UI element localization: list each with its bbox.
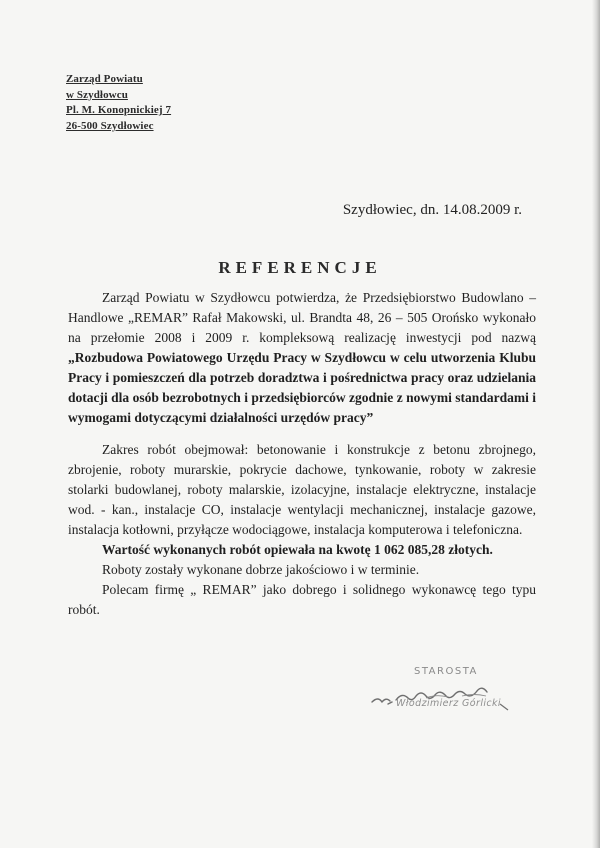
paragraph-contract-value: Wartość wykonanych robót opiewała na kwotę 1 062 085,28 złotych. xyxy=(102,542,493,557)
place-and-date: Szydłowiec, dn. 14.08.2009 r. xyxy=(342,202,522,218)
paragraph-scope-of-work: Zakres robót obejmował: betonowanie i konstrukcje z betonu zbrojnego, zbrojenie, roboty murarskie, pokrycie dachowe, tynkowanie, roboty w zakresie stolarki budowlanej, roboty malarskie, izolacyjne, instalacje elektryczne, instalacje wod. - kan., instalacje CO, instalacje wentylacji mechanicznej, instalacje gazowe, instalacja kotłowni, przyłącze wodociągowe, instalacja komputerowa i telefoniczna. xyxy=(68,442,536,537)
starosta-stamp-signature xyxy=(366,666,536,726)
paragraph-recommendation: Polecam firmę „ REMAR” jako dobrego i solidnego wykonawcę tego typu robót. xyxy=(68,582,536,617)
address-line-1: Zarząd Powiatu xyxy=(66,73,143,85)
recipient-address xyxy=(66,72,171,134)
page-edge-shadow xyxy=(592,0,600,848)
address-line-3: Pl. M. Konopnickiej 7 xyxy=(66,104,172,116)
stamp-name: Włodzimierz Górlicki xyxy=(396,698,501,709)
investment-name: „Rozbudowa Powiatowego Urzędu Pracy w Szydłowcu w celu utworzenia Klubu Pracy i pomieszczeń dla potrzeb doradztwa i pośrednictwa pracy oraz udzielania dotacji dla osób bezrobotnych i przedsiębiorców zgodnie z nowymi standardami i wymogami dotyczącymi działalności urzędów pracy” xyxy=(68,350,536,425)
document-title: REFERENCJE xyxy=(218,258,382,277)
paragraph-confirmation xyxy=(68,288,536,428)
paragraph-confirmation-text: Zarząd Powiatu w Szydłowcu potwierdza, że Przedsiębiorstwo Budowlano – Handlowe „REMAR” Rafał Makowski, ul. Brandta 48, 26 – 505 Orońsko wykonało na przełomie 2008 i 2009 r. kompleksową realizację inwestycji pod nazwą xyxy=(68,290,536,345)
letter-body xyxy=(68,288,536,620)
paragraph-quality: Roboty zostały wykonane dobrze jakościowo i w terminie. xyxy=(102,562,420,577)
address-line-2: w Szydłowcu xyxy=(66,88,128,101)
stamp-title: STAROSTA xyxy=(414,666,478,677)
address-line-4: 26-500 Szydłowiec xyxy=(66,119,154,132)
